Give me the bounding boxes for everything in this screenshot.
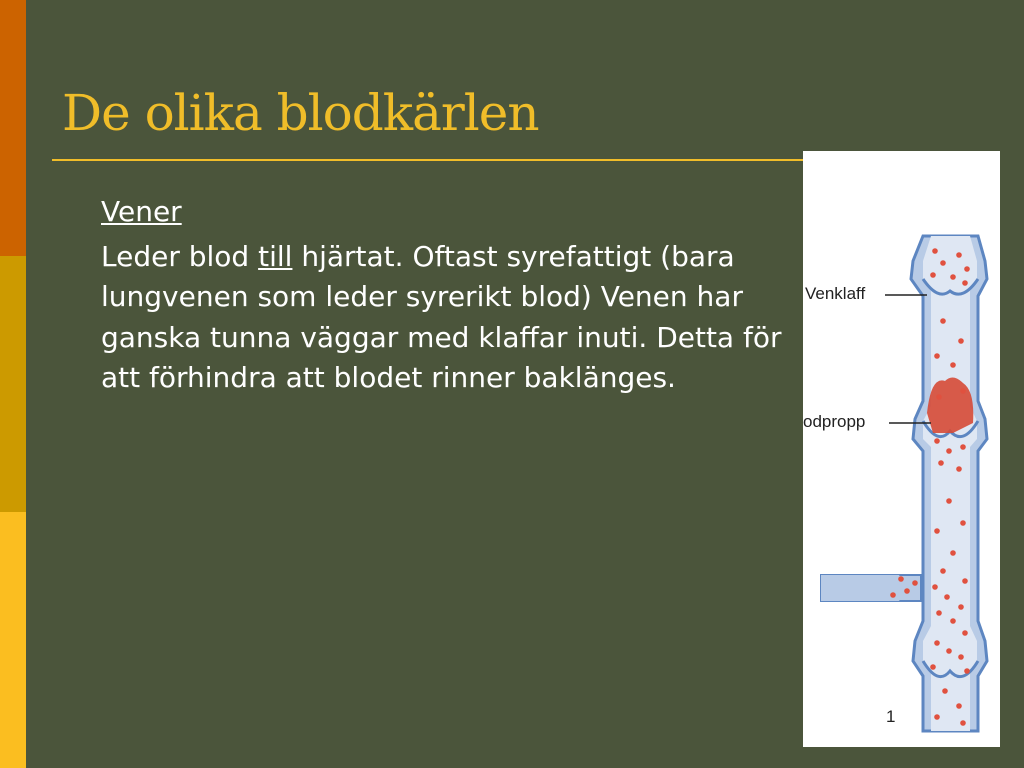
- title-divider: [52, 159, 812, 161]
- blood-cell: [934, 353, 940, 359]
- accent-stripe-top: [0, 0, 26, 256]
- valve-label: Venklaff: [805, 284, 866, 303]
- blood-cell: [938, 460, 944, 466]
- blood-cell: [960, 520, 966, 526]
- blood-cell: [960, 720, 966, 726]
- blood-cell: [942, 688, 948, 694]
- blood-cell: [930, 272, 936, 278]
- blood-cell: [936, 394, 942, 400]
- accent-stripe-middle: [0, 256, 26, 512]
- blood-cell: [934, 640, 940, 646]
- body-paragraph: [101, 237, 801, 399]
- blood-cell: [958, 654, 964, 660]
- paragraph-part-1: Leder blod: [101, 239, 259, 273]
- paragraph-part-2: hjärtat. Oftast syrefattigt (bara lungvenen som leder syrerikt blod) Venen har ganska tunna väggar med klaffar inuti. Detta för att förhindra att blodet rinner baklänges.: [101, 239, 782, 394]
- blood-cell: [950, 550, 956, 556]
- blood-cell: [940, 260, 946, 266]
- blood-cell: [950, 362, 956, 368]
- blood-cell: [962, 280, 968, 286]
- figure-number: 1: [886, 707, 896, 726]
- blood-cell: [898, 576, 904, 582]
- paragraph-underlined-word: till: [258, 239, 293, 273]
- section-heading: Vener: [101, 195, 182, 228]
- blood-cell: [934, 528, 940, 534]
- blood-cell: [960, 444, 966, 450]
- vein-diagram: [803, 151, 1000, 747]
- slide-body: [101, 192, 801, 399]
- blood-cell: [950, 618, 956, 624]
- blood-cell: [946, 648, 952, 654]
- blood-cell: [958, 604, 964, 610]
- blood-cell: [936, 610, 942, 616]
- blood-cell: [934, 714, 940, 720]
- blood-cell: [932, 584, 938, 590]
- blood-cell: [932, 248, 938, 254]
- blood-cell: [962, 578, 968, 584]
- blood-cell: [964, 668, 970, 674]
- blood-cell: [890, 592, 896, 598]
- blood-cell: [940, 318, 946, 324]
- blood-cell: [964, 266, 970, 272]
- blood-cell: [962, 630, 968, 636]
- vein-illustration: [803, 151, 1000, 747]
- blood-cell: [946, 448, 952, 454]
- accent-stripe-bottom: [0, 512, 26, 768]
- blood-cell: [956, 252, 962, 258]
- vessel-lumen: [923, 236, 977, 731]
- blood-cell: [960, 388, 966, 394]
- blood-cell: [904, 588, 910, 594]
- blood-cell: [956, 703, 962, 709]
- blood-cell: [944, 594, 950, 600]
- blood-cell: [934, 438, 940, 444]
- blood-cell: [958, 338, 964, 344]
- blood-cell: [956, 466, 962, 472]
- blood-cell: [930, 664, 936, 670]
- clot-label: odpropp: [803, 412, 866, 431]
- blood-cell: [912, 580, 918, 586]
- blood-cell: [940, 568, 946, 574]
- blood-cell: [950, 274, 956, 280]
- slide-title: De olika blodkärlen: [62, 84, 539, 142]
- blood-cell: [946, 498, 952, 504]
